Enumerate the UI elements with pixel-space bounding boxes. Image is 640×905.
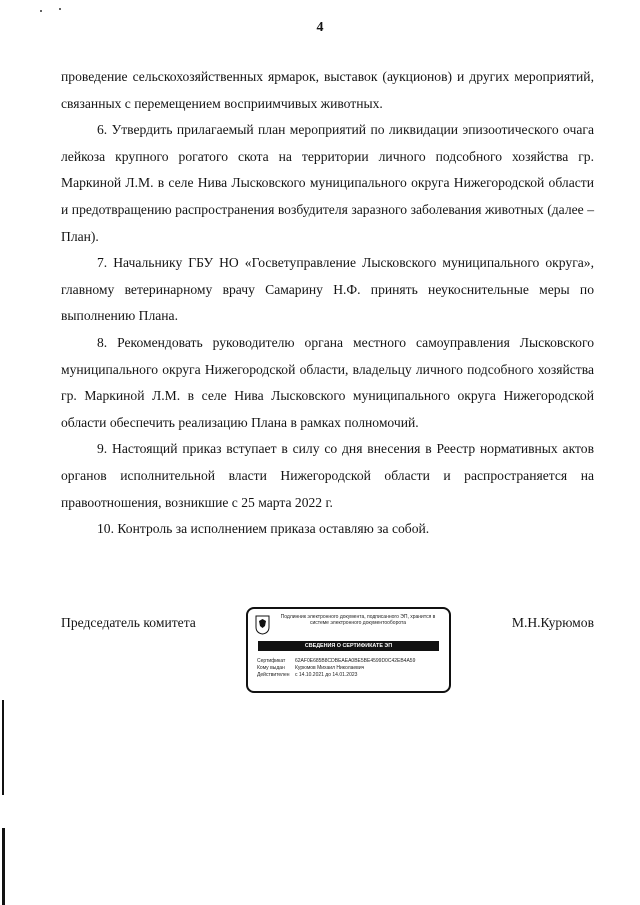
owner-label: Кому выдан — [257, 664, 285, 671]
coat-of-arms-icon — [255, 615, 270, 635]
paragraph: 8. Рекомендовать руководителю органа местного самоуправления Лысковского муниципального округа Нижегородской области, владельцу личного подсобного хозяйства гр. Маркиной Л.М. в селе Нива Лысковского муниципального округа Нижегородской области обеспечить реализацию Плана в рамках полномочий. — [61, 334, 594, 430]
signature-block — [61, 607, 594, 697]
validity-value: с 14.10.2021 до 14.01.2023 — [295, 671, 358, 678]
certificate-value: 62AF0E685B8CDBEAEA0BE5BE4599D0C42EB4A59 — [295, 658, 416, 664]
scan-edge-mark — [2, 700, 4, 795]
paragraph: 7. Начальнику ГБУ НО «Госветуправление Лысковского муниципального округа», главному ветеринарному врачу Самарину Н.Ф. принять неукоснительные меры по выполнению Плана. — [61, 255, 594, 324]
paragraph: 10. Контроль за исполнением приказа оставляю за собой. — [97, 521, 430, 537]
signer-title: Председатель комитета — [61, 615, 196, 630]
electronic-signature-stamp — [246, 607, 451, 693]
stamp-note: Подлинник электронного документа, подписанного ЭП, хранится в системе электронного документооборота — [280, 614, 436, 626]
stamp-validity-row — [257, 672, 442, 679]
owner-value: Курюмов Михаил Николаевич — [295, 664, 365, 671]
validity-label: Действителен — [257, 671, 290, 678]
page-number: 4 — [316, 20, 324, 35]
paragraph: 9. Настоящий приказ вступает в силу со дня внесения в Реестр нормативных актов органов исполнительной власти Нижегородской области и распространяется на правоотношения, возникшие с 25 марта 2022 г. — [61, 441, 594, 510]
stamp-details — [257, 658, 442, 678]
scan-speck — [40, 10, 42, 12]
stamp-owner-row — [257, 665, 442, 672]
scan-edge-mark — [2, 828, 5, 905]
certificate-label: Сертификат — [257, 658, 286, 664]
paragraph: проведение сельскохозяйственных ярмарок, выставок (аукционов) и других мероприятий, связанных с перемещением восприимчивых животных. — [61, 69, 594, 111]
stamp-header: СВЕДЕНИЯ О СЕРТИФИКАТЕ ЭП — [258, 641, 439, 651]
document-body — [61, 64, 594, 543]
stamp-certificate-row — [257, 658, 442, 665]
paragraph: 6. Утвердить прилагаемый план мероприятий по ликвидации эпизоотического очага лейкоза крупного рогатого скота на территории личного подсобного хозяйства гр. Маркиной Л.М. в селе Нива Лысковского муниципального округа Нижегородской области и предотвращению распространения возбудителя заразного заболевания животных (далее – План). — [61, 122, 594, 244]
signer-name: М.Н.Курюмов — [511, 615, 594, 630]
scan-speck — [59, 8, 61, 10]
